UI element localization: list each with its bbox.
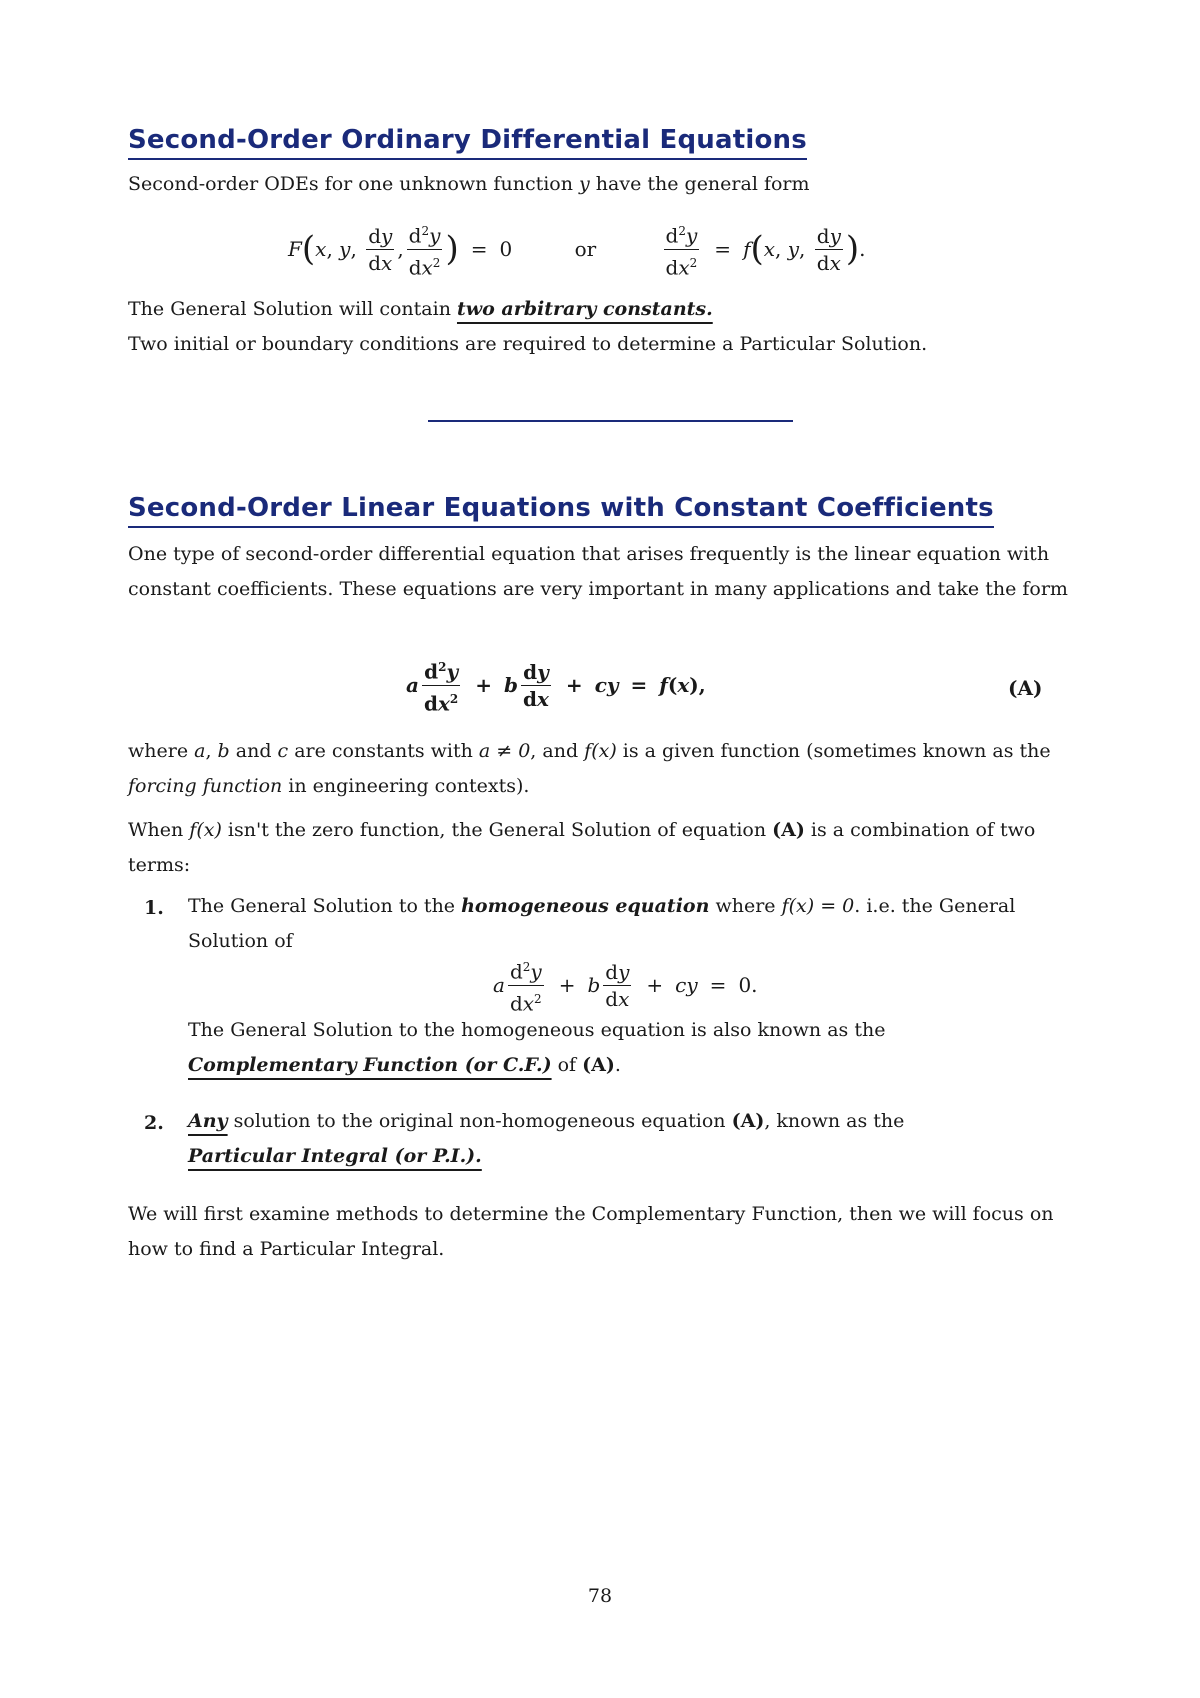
- section2-intro: One type of second-order differential equation that arises frequently is the linear equation with constant coefficients. These equations are very important in many applications and take the form: [128, 543, 1068, 600]
- homogeneous-equation-emphasis: homogeneous equation: [461, 895, 710, 917]
- where-constants-text: where a, b and c are constants with a ≠ 0, and f(x) is a given function (sometimes known as the forcing function in engineering contexts).: [128, 740, 1051, 797]
- list-item-2-text: Any solution to the original non-homogeneous equation (A), known as the Particular Integral (or P.I.).: [188, 1110, 905, 1167]
- equation-label-a: (A): [1008, 676, 1043, 700]
- solution-constants-text: The General Solution will contain two arbitrary constants.: [128, 298, 713, 320]
- or-word: or: [574, 237, 597, 262]
- any-emphasis: Any: [188, 1110, 228, 1132]
- section-title-linear-constant-coefficients: Second-Order Linear Equations with Constant Coefficients: [128, 493, 994, 528]
- list-item-number-2: 2.: [144, 1112, 164, 1134]
- homogeneous-equation: a $\frac{d^2y}{dx^2}$ + b $\frac{dy}{dx}$ + cy = 0.: [493, 954, 758, 1016]
- list-item-1-note: The General Solution to the homogeneous equation is also known as the Complementary Function (or C.F.) of (A).: [188, 1019, 886, 1076]
- section-title-second-order-ode: Second-Order Ordinary Differential Equations: [128, 125, 807, 160]
- equation-a: a $\frac{d^2y}{dx^2}$ + b $\frac{dy}{dx}$ + cy = f(x),: [406, 654, 706, 716]
- list-item-1-text: The General Solution to the homogeneous equation where f(x) = 0. i.e. the General Solution of: [188, 895, 1016, 952]
- general-form-equation: F(x, y, $\frac{dy}{dx}$ , $\frac{d^2y}{dx^2}$ ) = 0 or $\frac{d^2y}{dx^2}$ = f(x, y, $\frac{dy}{dx}$ ).: [288, 218, 866, 280]
- list-item-number-1: 1.: [144, 897, 164, 919]
- conditions-text: Two initial or boundary conditions are required to determine a Particular Solution.: [128, 333, 928, 355]
- complementary-function-emphasis: Complementary Function (or C.F.): [188, 1054, 552, 1076]
- page-number: 78: [587, 1585, 613, 1607]
- two-arbitrary-constants-emphasis: two arbitrary constants.: [456, 298, 713, 320]
- section1-intro: Second-order ODEs for one unknown function y have the general form: [128, 173, 810, 195]
- closing-text: We will first examine methods to determine the Complementary Function, then we will focus on how to find a Particular Integral.: [128, 1203, 1054, 1260]
- particular-integral-emphasis: Particular Integral (or P.I.).: [188, 1145, 482, 1167]
- when-fx-text: When f(x) isn't the zero function, the General Solution of equation (A) is a combination of two terms:: [128, 819, 1036, 876]
- section-divider: [428, 420, 793, 422]
